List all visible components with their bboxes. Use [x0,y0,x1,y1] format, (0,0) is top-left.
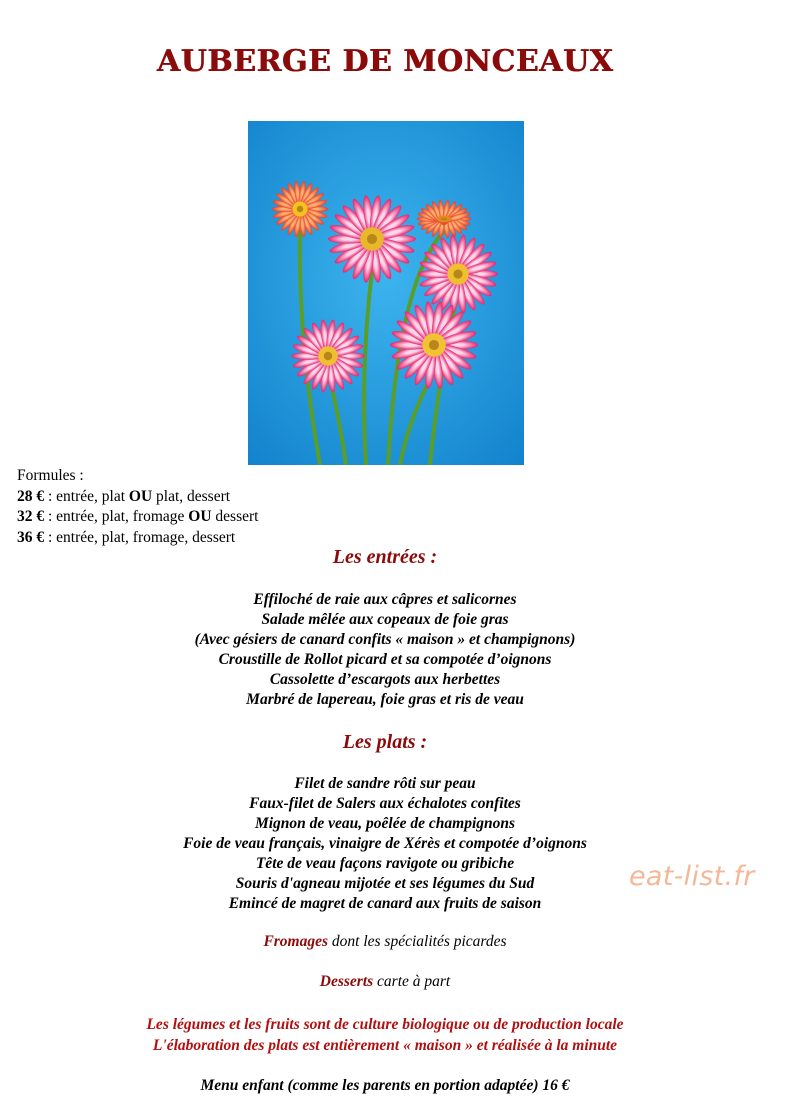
formula-option [17,487,258,508]
plats-heading: Les plats : [342,731,428,753]
formula-price: 28 € [17,487,45,505]
dish-item: Mignon de veau, poêlée de champignons [254,815,516,832]
dish-item: Filet de sandre rôti sur peau [294,775,476,792]
formula-emphasis: OU [188,508,212,525]
formula-text: : entrée, plat [44,487,129,505]
plats-list [0,774,770,914]
restaurant-title: AUBERGE DE MONCEAUX [156,44,614,79]
desserts-text: carte à part [373,973,451,990]
formula-text: dessert [211,508,259,525]
dish-item: Effiloché de raie aux câpres et salicornes [253,591,517,608]
formula-option [17,528,258,549]
dish-item: Emincé de magret de canard aux fruits de saison [228,895,542,912]
dish-item: Cassolette d’escargots aux herbettes [269,671,501,688]
formula-text: : entrée, plat, fromage [44,508,189,525]
fromages-label: Fromages [263,933,329,950]
gerbera-flowers-photo [248,121,524,465]
desserts-label: Desserts [319,973,374,990]
note-line: L'élaboration des plats est entièrement « maison » et réalisée à la minute [152,1037,618,1054]
dish-item: Foie de veau français, vinaigre de Xérès et compotée d’oignons [183,835,587,852]
entrees-heading: Les entrées : [332,546,438,568]
desserts-line [0,973,770,991]
notes-block [0,1014,770,1056]
watermark-text: eat-list.fr [629,861,755,892]
formulas-section [17,466,258,548]
dish-item: (Avec gésiers de canard confits « maison » et champignons) [194,631,576,648]
formula-text: plat, dessert [152,487,231,505]
dish-item: Faux-filet de Salers aux échalotes confites [249,795,521,812]
formula-price: 36 € [17,528,45,546]
dish-item: Salade mêlée aux copeaux de foie gras [261,611,509,628]
kids-menu: Menu enfant (comme les parents en portion adaptée) 16 € [200,1077,570,1094]
dish-item: Croustille de Rollot picard et sa compotée d’oignons [218,651,552,668]
note-line: Les légumes et les fruits sont de culture biologique ou de production locale [146,1016,624,1033]
dish-item: Tête de veau façons ravigote ou gribiche [255,855,515,872]
fromages-text: dont les spécialités picardes [328,933,507,950]
formulas-heading: Formules : [17,467,84,484]
formula-price: 32 € [17,508,45,525]
formula-emphasis: OU [128,487,153,505]
formula-text: : entrée, plat, fromage, dessert [44,528,236,546]
entrees-list [0,590,770,710]
fromages-line [0,933,770,951]
dish-item: Souris d'agneau mijotée et ses légumes du Sud [235,875,535,892]
dish-item: Marbré de lapereau, foie gras et ris de veau [246,691,524,708]
formula-option [17,507,258,528]
